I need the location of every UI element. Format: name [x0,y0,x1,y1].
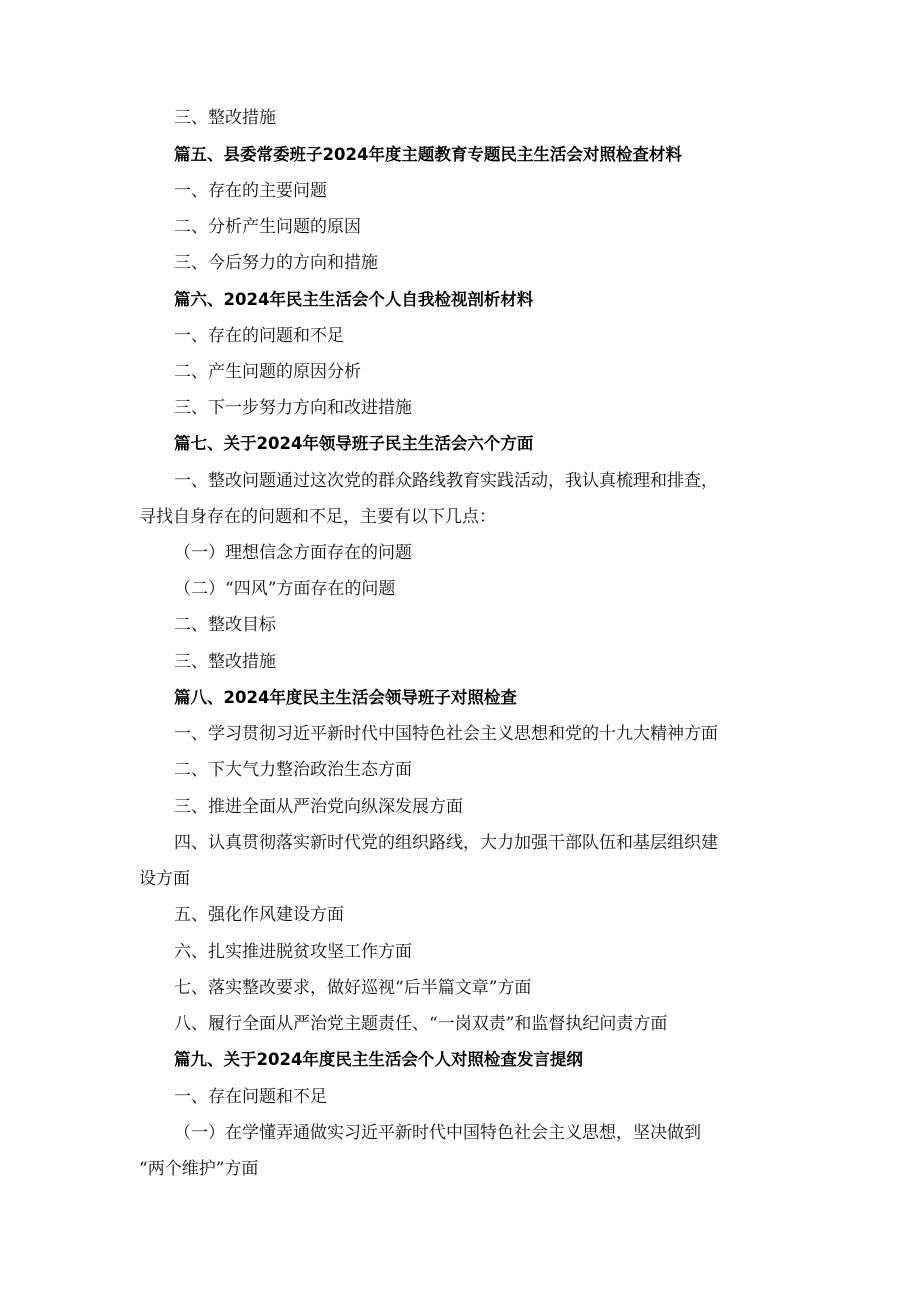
section-heading: 一、学习贯彻习近平新时代中国特色社会主义思想和党的十九大精神方面 [174,724,718,744]
chapter-title: 篇六、2024年民主生活会个人自我检视剖析材料 [174,290,534,309]
section-heading: 三、推进全面从严治党向纵深发展方面 [174,797,463,817]
section-heading: 一、存在的问题和不足 [174,326,344,346]
subsection-heading: （二）“四风”方面存在的问题 [174,579,396,599]
paragraph-line: 一、整改问题通过这次党的群众路线教育实践活动，我认真梳理和排查， [174,471,718,491]
section-heading: 三、今后努力的方向和措施 [174,253,378,273]
subsection-heading: （一）在学懂弄通做实习近平新时代中国特色社会主义思想，坚决做到 [174,1123,701,1143]
section-heading: 四、认真贯彻落实新时代党的组织路线，大力加强干部队伍和基层组织建 [174,833,718,853]
chapter-title: 篇八、2024年度民主生活会领导班子对照检查 [174,688,517,707]
section-heading: 三、下一步努力方向和改进措施 [174,398,412,418]
section-heading: 二、产生问题的原因分析 [174,362,361,382]
chapter-title: 篇九、关于2024年度民主生活会个人对照检查发言提纲 [174,1050,583,1069]
section-heading-continued: 设方面 [139,869,190,889]
section-heading: 八、履行全面从严治党主题责任、“一岗双责”和监督执纪问责方面 [174,1014,668,1034]
section-heading: 三、整改措施 [174,108,276,128]
section-heading: 五、强化作风建设方面 [174,905,344,925]
section-heading: 六、扎实推进脱贫攻坚工作方面 [174,942,412,962]
chapter-title: 篇五、县委常委班子2024年度主题教育专题民主生活会对照检查材料 [174,145,682,164]
section-heading: 二、分析产生问题的原因 [174,217,361,237]
section-heading: 一、存在问题和不足 [174,1087,327,1107]
chapter-title: 篇七、关于2024年领导班子民主生活会六个方面 [174,434,534,453]
section-heading: 二、下大气力整治政治生态方面 [174,760,412,780]
section-heading: 一、存在的主要问题 [174,181,327,201]
section-heading: 二、整改目标 [174,615,276,635]
paragraph-line: 寻找自身存在的问题和不足，主要有以下几点： [139,507,496,527]
section-heading: 七、落实整改要求，做好巡视“后半篇文章”方面 [174,978,532,998]
subsection-heading: （一）理想信念方面存在的问题 [174,543,412,563]
subsection-heading-continued: “两个维护”方面 [139,1159,259,1179]
section-heading: 三、整改措施 [174,652,276,672]
